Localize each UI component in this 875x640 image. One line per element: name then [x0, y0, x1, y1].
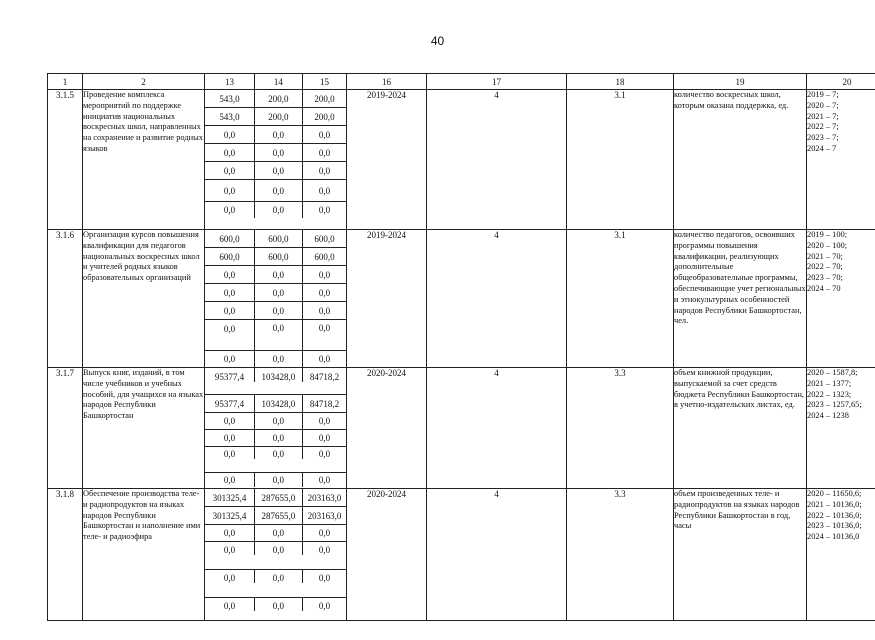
- target-line: 2021 – 7;: [807, 111, 839, 121]
- fin-cell: 0,0: [302, 284, 346, 301]
- header-col-19: 19: [674, 74, 807, 90]
- fin-cell: 0,0: [302, 162, 346, 179]
- target-line: 2020 – 7;: [807, 100, 839, 110]
- fin-cell: 287655,0: [254, 507, 302, 524]
- target-line: 2020 – 11650,6;: [807, 489, 862, 498]
- fin-cell: 0,0: [254, 162, 302, 179]
- fin-cell: 0,0: [223, 601, 236, 611]
- target-line: 2024 – 1238: [807, 411, 849, 421]
- program-activities-table: [47, 73, 875, 621]
- fin-cell: 200,0: [254, 90, 302, 107]
- fin-cell: 0,0: [254, 320, 302, 353]
- fin-cell: 0,0: [254, 447, 302, 459]
- header-col-1: 1: [48, 74, 83, 90]
- row-years: 2019-2024: [347, 230, 427, 368]
- target-line: 2022 – 7;: [807, 122, 839, 132]
- fin-cell: 203163,0: [302, 489, 346, 506]
- fin-cell: 84718,2: [302, 395, 346, 412]
- fin-cell: 0,0: [254, 351, 302, 367]
- row-indicator: объем произведенных теле- и радиопродуктов на языках народов Республики Башкортостан в год, часы: [674, 489, 807, 621]
- fin-cell: 0,0: [223, 147, 236, 158]
- fin-cell: 0,0: [302, 473, 346, 487]
- fin-cell: 301325,4: [212, 510, 247, 521]
- fin-cell: 0,0: [223, 165, 236, 176]
- fin-cell: 0,0: [254, 542, 302, 555]
- fin-cell: 95377,4: [214, 398, 245, 409]
- row-years: 2020-2024: [347, 489, 427, 621]
- target-line: 2021 – 70;: [807, 251, 843, 261]
- fin-cell: 103428,0: [254, 395, 302, 412]
- row-years: 2019-2024: [347, 90, 427, 230]
- fin-cell: 0,0: [223, 475, 236, 485]
- target-line: 2023 – 1257,65;: [807, 400, 862, 410]
- fin-cell: 600,0: [302, 230, 346, 247]
- row-col-17: 4: [427, 368, 567, 489]
- table-row: [48, 90, 875, 230]
- target-line: 2019 – 100;: [807, 230, 848, 239]
- row-col-17: 4: [427, 230, 567, 368]
- target-line: 2023 – 70;: [807, 273, 843, 283]
- fin-cell: 0,0: [254, 430, 302, 446]
- fin-cell: 0,0: [223, 433, 236, 443]
- fin-cell: 0,0: [254, 570, 302, 583]
- fin-cell: 0,0: [302, 320, 346, 353]
- row-activity-name: Проведение комплекса мероприятий по поддержке инициатив национальных воскресных школ, направленных на сохранение и развитие родных языков: [83, 90, 205, 230]
- fin-cell: 0,0: [223, 287, 236, 298]
- row-col-17: 4: [427, 90, 567, 230]
- row-indicator: количество педагогов, освоивших программы повышения квалификации, реализующих дополнительные общеобразовательные программы, обеспечивающие учет региональных и этнокультурных особенностей народов Республики Башкортостан, чел.: [674, 230, 807, 368]
- target-line: 2023 – 7;: [807, 133, 839, 143]
- fin-cell: 203163,0: [302, 507, 346, 524]
- fin-cell: 543,0: [219, 111, 240, 122]
- fin-cell: 0,0: [223, 528, 236, 538]
- row-code: 3.1.6: [48, 230, 83, 368]
- fin-cell: 0,0: [223, 416, 236, 426]
- fin-cell: 0,0: [223, 323, 236, 334]
- fin-cell: 0,0: [254, 413, 302, 429]
- fin-cell: 0,0: [302, 447, 346, 459]
- fin-cell: 200,0: [302, 108, 346, 125]
- fin-cell: 0,0: [254, 598, 302, 611]
- fin-cell: 0,0: [302, 202, 346, 218]
- fin-cell: 0,0: [254, 126, 302, 143]
- target-line: 2024 – 70: [807, 283, 841, 293]
- fin-cell: 0,0: [254, 525, 302, 541]
- target-line: 2021 – 1377;: [807, 378, 852, 388]
- fin-cell: 543,0: [219, 93, 240, 104]
- row-targets: [807, 90, 875, 230]
- fin-cell: 600,0: [219, 251, 240, 262]
- fin-cell: 0,0: [223, 185, 236, 196]
- row-financing: [205, 230, 347, 368]
- fin-cell: 95377,4: [214, 372, 245, 382]
- row-targets: [807, 368, 875, 489]
- fin-cell: 0,0: [254, 302, 302, 319]
- header-col-13: 13: [224, 76, 234, 87]
- fin-cell: 600,0: [254, 230, 302, 247]
- fin-cell: 0,0: [302, 351, 346, 367]
- header-col-13-15: [205, 74, 347, 90]
- row-code: 3.1.8: [48, 489, 83, 621]
- row-targets: [807, 489, 875, 621]
- header-col-14: 14: [254, 74, 302, 89]
- fin-cell: 84718,2: [302, 368, 346, 382]
- fin-cell: 0,0: [223, 449, 236, 459]
- fin-cell: 103428,0: [254, 368, 302, 382]
- row-targets: [807, 230, 875, 368]
- fin-cell: 0,0: [302, 570, 346, 583]
- target-line: 2024 – 10136,0: [807, 532, 860, 542]
- fin-cell: 0,0: [254, 284, 302, 301]
- row-financing: [205, 90, 347, 230]
- page-number: 40: [430, 34, 445, 48]
- fin-cell: 0,0: [254, 266, 302, 283]
- header-col-2: 2: [83, 74, 205, 90]
- row-activity-name: Выпуск книг, изданий, в том числе учебников и учебных пособий, для учащихся на языках народов Республики Башкортостан: [83, 368, 205, 489]
- target-line: 2020 – 1587,8;: [807, 368, 858, 377]
- table-row: [48, 230, 875, 368]
- fin-cell: 0,0: [254, 473, 302, 487]
- fin-cell: 0,0: [302, 302, 346, 319]
- fin-cell: 0,0: [302, 144, 346, 161]
- row-code: 3.1.7: [48, 368, 83, 489]
- fin-cell: 0,0: [254, 202, 302, 218]
- header-col-17: 17: [427, 74, 567, 90]
- fin-cell: 0,0: [254, 144, 302, 161]
- row-activity-name: Обеспечение производства теле- и радиопродуктов на языках народов Республики Башкортостан и наполнение ими теле- и радиоэфира: [83, 489, 205, 621]
- row-financing: [205, 368, 347, 489]
- target-line: 2022 – 70;: [807, 262, 843, 272]
- target-line: 2022 – 10136,0;: [807, 510, 862, 520]
- fin-cell: 0,0: [223, 269, 236, 280]
- row-col-18: 3.3: [567, 368, 674, 489]
- fin-cell: 0,0: [223, 129, 236, 140]
- fin-cell: 0,0: [302, 542, 346, 555]
- target-line: 2022 – 1323;: [807, 389, 852, 399]
- row-col-18: 3.1: [567, 230, 674, 368]
- target-line: 2020 – 100;: [807, 240, 848, 250]
- row-financing: [205, 489, 347, 621]
- header-row: [48, 74, 875, 90]
- fin-cell: 0,0: [302, 126, 346, 143]
- fin-cell: 0,0: [302, 525, 346, 541]
- fin-cell: 600,0: [254, 248, 302, 265]
- target-line: 2019 – 7;: [807, 90, 839, 99]
- row-activity-name: Организация курсов повышения квалификации для педагогов национальных воскресных школ и учителей родных языков образовательных организаций: [83, 230, 205, 368]
- fin-cell: 301325,4: [212, 492, 247, 503]
- row-col-18: 3.1: [567, 90, 674, 230]
- fin-cell: 600,0: [302, 248, 346, 265]
- target-line: 2024 – 7: [807, 143, 837, 153]
- row-col-17: 4: [427, 489, 567, 621]
- fin-cell: 0,0: [302, 413, 346, 429]
- fin-cell: 200,0: [302, 90, 346, 107]
- fin-cell: 0,0: [223, 354, 236, 364]
- row-indicator: количество воскресных школ, которым оказана поддержка, ед.: [674, 90, 807, 230]
- header-col-16: 16: [347, 74, 427, 90]
- target-line: 2021 – 10136,0;: [807, 499, 862, 509]
- row-col-18: 3.3: [567, 489, 674, 621]
- table-row: [48, 368, 875, 489]
- fin-cell: 0,0: [223, 545, 236, 555]
- fin-cell: 0,0: [254, 180, 302, 201]
- fin-cell: 0,0: [223, 305, 236, 316]
- fin-cell: 0,0: [223, 573, 236, 583]
- fin-cell: 0,0: [302, 430, 346, 446]
- fin-cell: 600,0: [219, 233, 240, 244]
- fin-cell: 0,0: [223, 205, 236, 215]
- header-col-18: 18: [567, 74, 674, 90]
- header-col-15: 15: [302, 74, 346, 89]
- target-line: 2023 – 10136,0;: [807, 521, 862, 531]
- fin-cell: 0,0: [302, 598, 346, 611]
- header-col-20: 20: [807, 74, 875, 90]
- fin-cell: 200,0: [254, 108, 302, 125]
- fin-cell: 0,0: [302, 180, 346, 201]
- fin-cell: 0,0: [302, 266, 346, 283]
- row-code: 3.1.5: [48, 90, 83, 230]
- table-row: [48, 489, 875, 621]
- row-years: 2020-2024: [347, 368, 427, 489]
- row-indicator: объем книжной продукции, выпускаемой за счет средств бюджета Республики Башкортостан, в учетно-издательских листах, ед.: [674, 368, 807, 489]
- fin-cell: 287655,0: [254, 489, 302, 506]
